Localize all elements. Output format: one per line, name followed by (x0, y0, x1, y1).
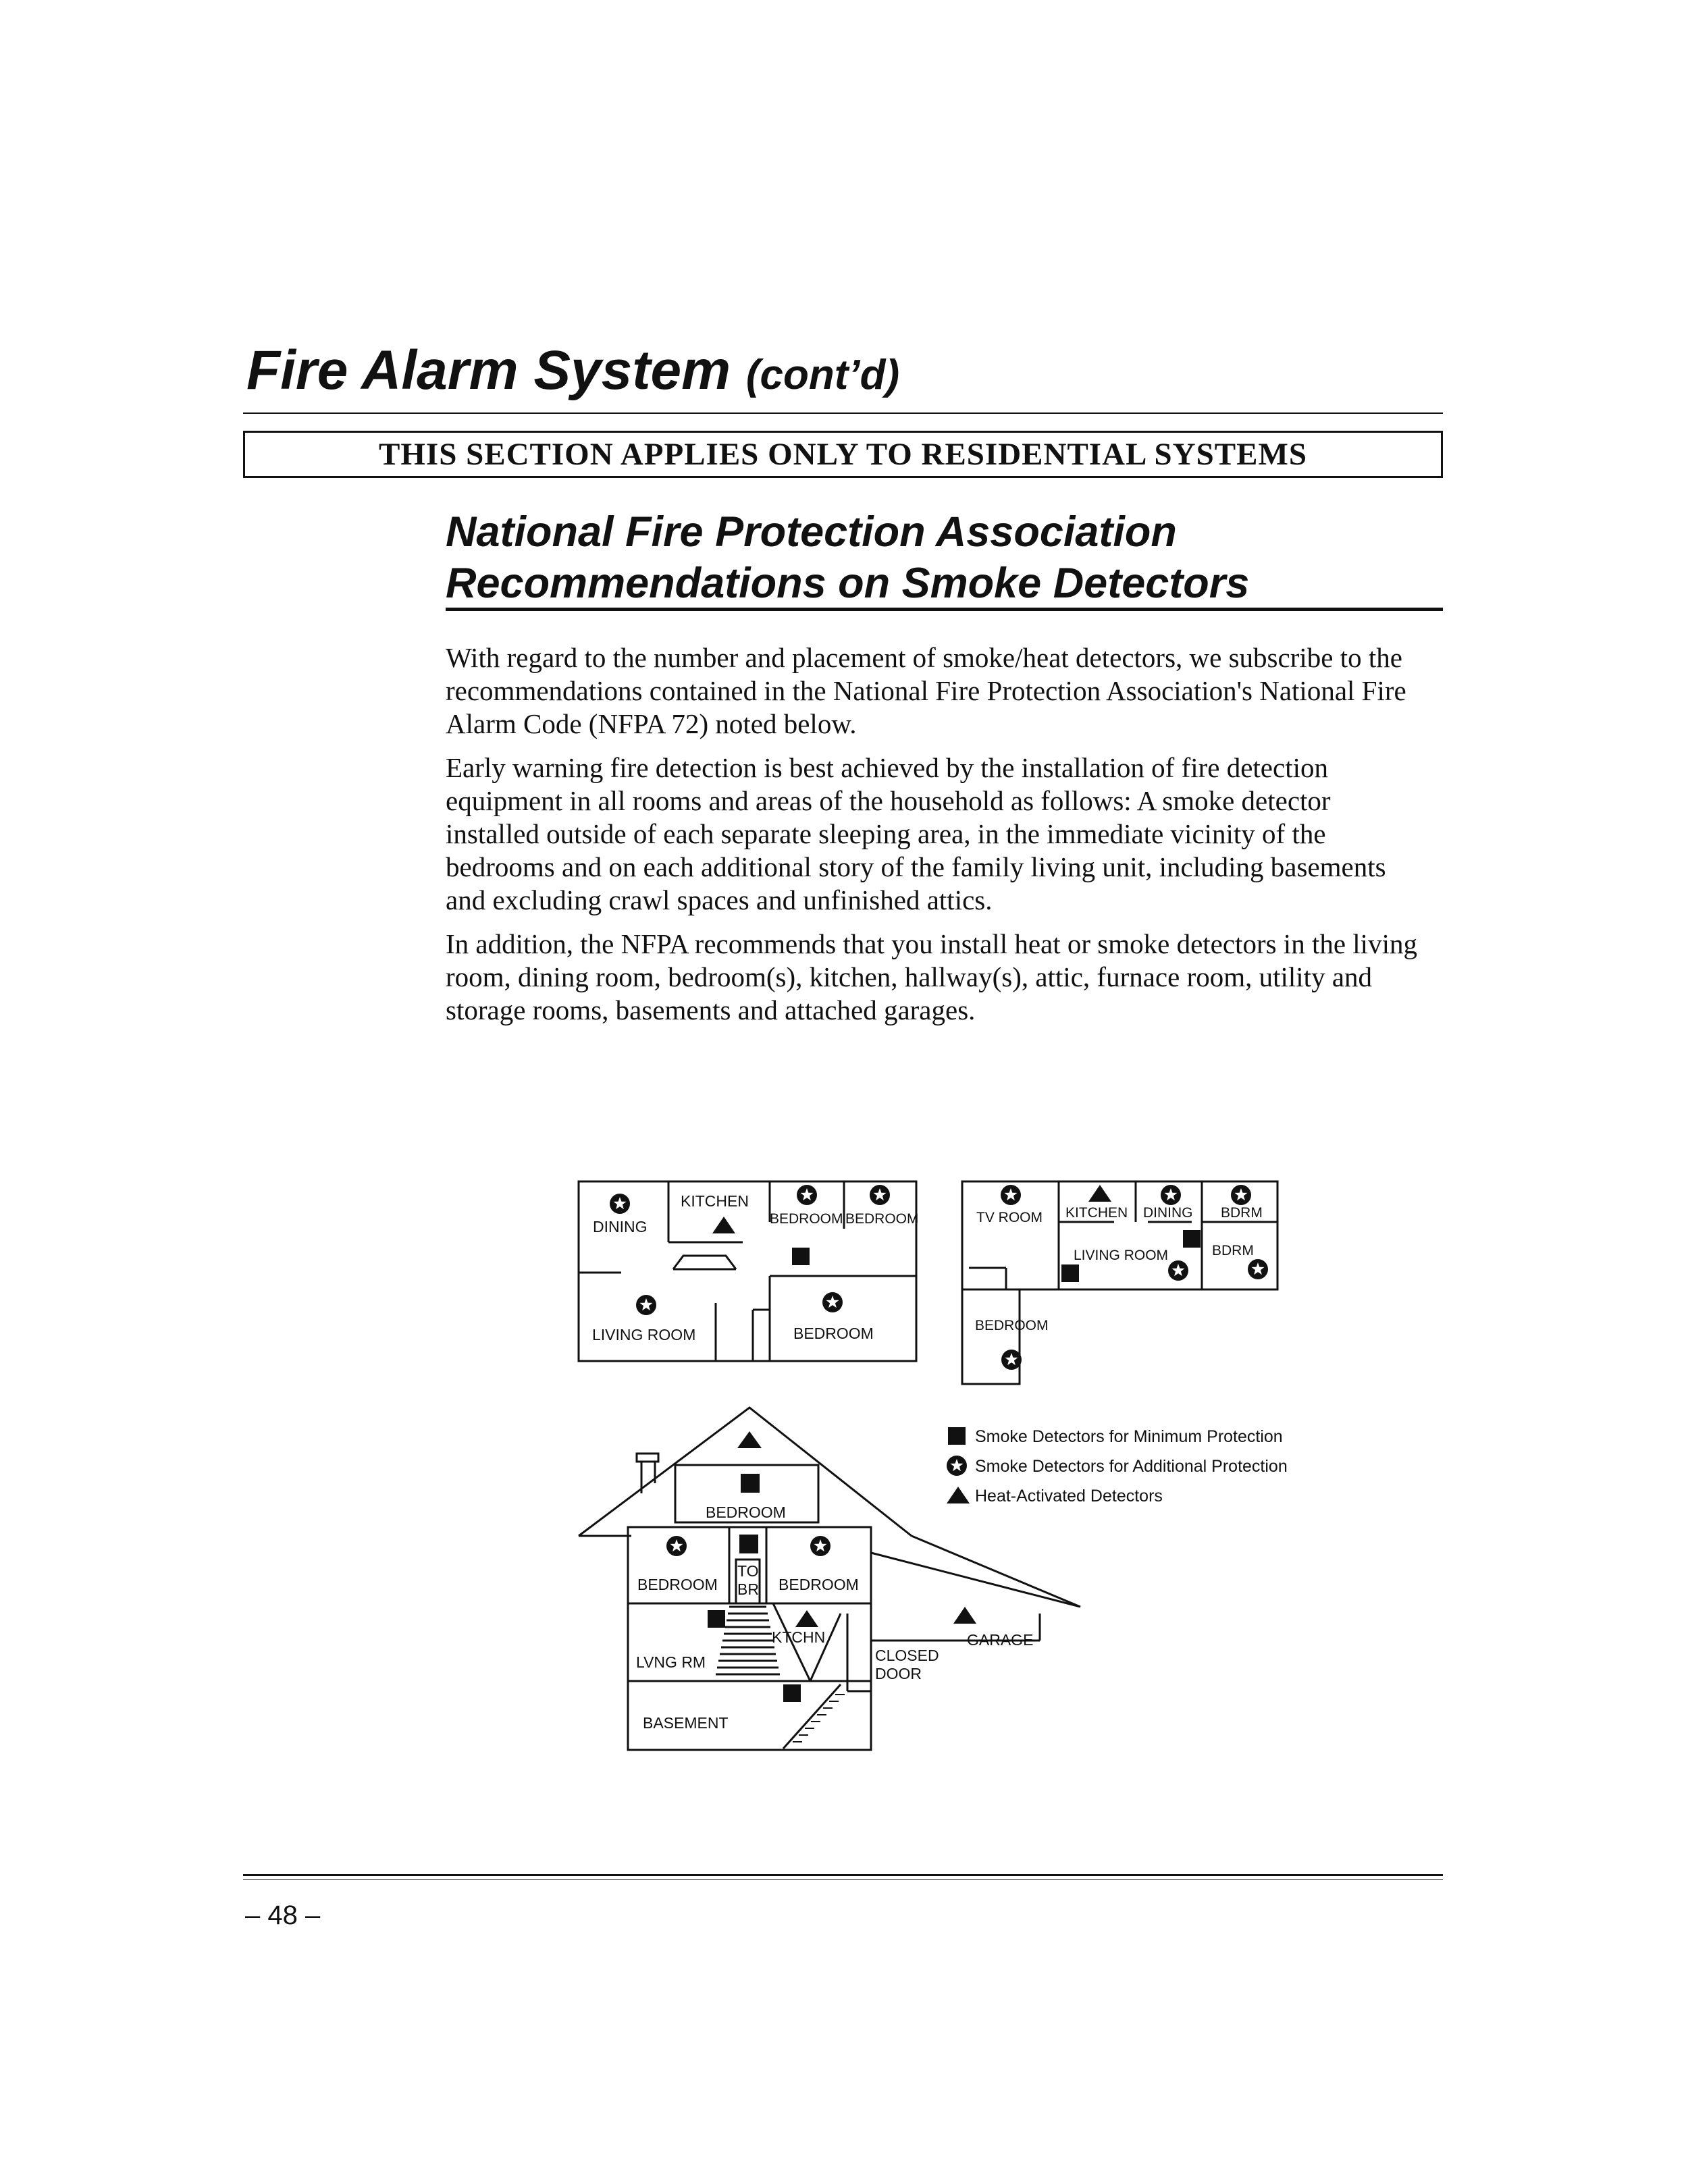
room-label-bedroom: BEDROOM (793, 1325, 874, 1342)
legend (947, 1427, 1288, 1506)
star-circle-icon (666, 1536, 687, 1556)
star-circle-icon (822, 1292, 843, 1312)
room-label-basement: BASEMENT (643, 1714, 729, 1732)
banner-text: THIS SECTION APPLIES ONLY TO RESIDENTIAL SYSTEMS (379, 437, 1307, 472)
room-label-bedroom: BEDROOM (770, 1211, 843, 1227)
room-label-door: DOOR (875, 1665, 922, 1682)
room-label-kitchen: KITCHEN (681, 1192, 749, 1210)
room-label-living-room: LIVING ROOM (1074, 1248, 1169, 1263)
section-heading (446, 506, 1249, 609)
legend-label-additional: Smoke Detectors for Additional Protection (975, 1457, 1288, 1476)
room-label-to: TO (737, 1562, 759, 1580)
star-circle-icon (797, 1185, 817, 1205)
star-circle-icon (947, 1456, 967, 1476)
plan1-detectors (610, 1185, 890, 1315)
page-title-main: Fire Alarm System (246, 340, 731, 401)
heading-divider (446, 608, 1443, 611)
room-label-bedroom: BEDROOM (706, 1503, 786, 1521)
room-label-bedroom: BEDROOM (975, 1318, 1049, 1333)
room-label-dining: DINING (593, 1218, 648, 1235)
square-icon (708, 1610, 725, 1628)
paragraph: With regard to the number and placement of smoke/heat detectors, we subscribe to the recommendations contained in the National Fire Protection Association's National Fire Alarm Code (NFPA 72) noted below. (446, 642, 1406, 739)
room-label-bdrm: BDRM (1212, 1243, 1254, 1258)
star-circle-icon (1001, 1350, 1022, 1370)
square-icon (783, 1684, 801, 1702)
square-icon (1183, 1230, 1201, 1248)
square-icon (948, 1427, 966, 1445)
star-circle-icon (1231, 1185, 1251, 1205)
triangle-icon (737, 1431, 762, 1448)
legend-label-heat: Heat-Activated Detectors (975, 1487, 1163, 1506)
body-text (446, 641, 1418, 1038)
triangle-icon (1088, 1185, 1111, 1202)
room-label-lvng-rm: LVNG RM (636, 1653, 706, 1671)
page-title (246, 340, 900, 401)
star-circle-icon (610, 1194, 630, 1214)
room-label-bedroom: BEDROOM (845, 1211, 919, 1227)
star-circle-icon (810, 1536, 830, 1556)
triangle-icon (947, 1487, 970, 1503)
smoke-detector-placement-diagram (574, 1171, 1288, 1759)
room-label-garage: GARAGE (967, 1631, 1034, 1649)
star-circle-icon (1248, 1259, 1268, 1279)
square-icon (1061, 1264, 1079, 1282)
triangle-icon (795, 1610, 818, 1627)
star-circle-icon (870, 1185, 890, 1205)
room-label-dining: DINING (1143, 1205, 1193, 1221)
room-label-bedroom: BEDROOM (637, 1576, 718, 1593)
page-number: – 48 – (245, 1900, 321, 1930)
title-divider (243, 412, 1443, 414)
room-label-bedroom: BEDROOM (779, 1576, 859, 1593)
room-label-bdrm: BDRM (1221, 1205, 1263, 1221)
page-title-suffix: (cont’d) (745, 352, 900, 398)
triangle-icon (953, 1607, 976, 1624)
section-heading-line1: National Fire Protection Association (446, 508, 1177, 556)
section-heading-line2: Recommendations on Smoke Detectors (446, 560, 1250, 607)
room-label-living-room: LIVING ROOM (592, 1326, 696, 1343)
square-icon (739, 1535, 758, 1553)
star-circle-icon (1168, 1260, 1188, 1281)
paragraph: In addition, the NFPA recommends that you install heat or smoke detectors in the living room, dining room, bedroom(s), kitchen, hallway(s), attic, furnace room, utility and storage rooms, basements and attached garages. (446, 928, 1417, 1026)
room-label-br: BR (737, 1580, 759, 1598)
square-icon (792, 1248, 810, 1265)
triangle-icon (712, 1217, 735, 1233)
square-icon (741, 1474, 760, 1493)
main-staircase (716, 1607, 780, 1674)
star-circle-icon (1001, 1185, 1021, 1205)
paragraph: Early warning fire detection is best achieved by the installation of fire detection equipment in all rooms and areas of the household as follows: A smoke detector installed outside of each separate sleeping area, in the immediate vicinity of the bedrooms and on each additional story of the family living unit, including basements and excluding crawl spaces and unfinished attics. (446, 752, 1386, 915)
footer-divider-thin (243, 1879, 1443, 1880)
footer-divider (243, 1874, 1443, 1876)
star-circle-icon (636, 1295, 656, 1315)
legend-label-minimum: Smoke Detectors for Minimum Protection (975, 1427, 1283, 1446)
room-label-tv-room: TV ROOM (976, 1210, 1043, 1225)
room-label-closed: CLOSED (875, 1647, 939, 1664)
room-label-ktchn: KTCHN (772, 1628, 826, 1646)
room-label-kitchen: KITCHEN (1065, 1205, 1128, 1221)
star-circle-icon (1161, 1185, 1181, 1205)
residential-banner (243, 431, 1443, 478)
